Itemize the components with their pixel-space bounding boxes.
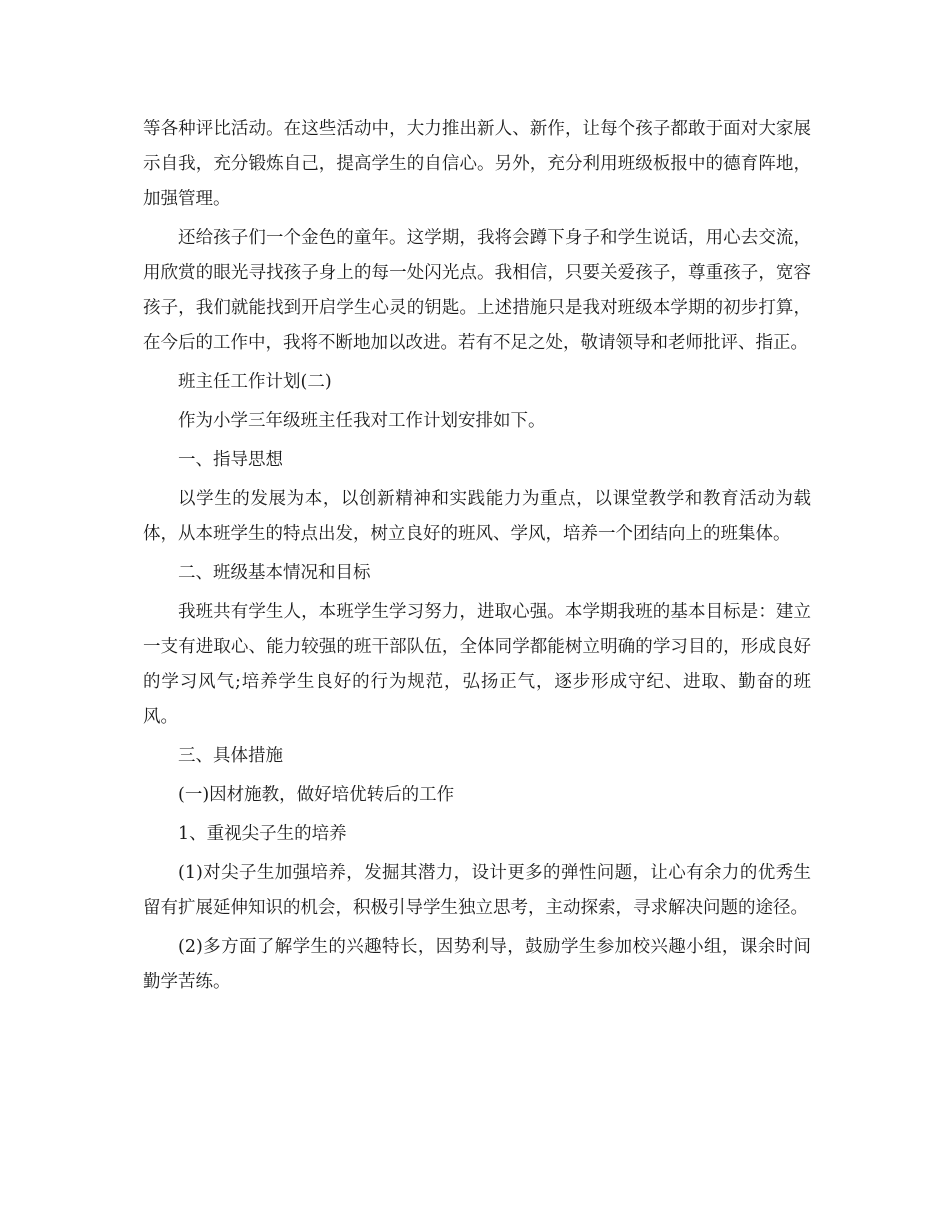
subheading-top-students: 1、重视尖子生的培养 — [178, 824, 347, 844]
paragraph-guiding-thought: 以学生的发展为本，以创新精神和实践能力为重点，以课堂教学和教育活动为载体，从本班学生的特点出发，树立良好的班风、学风，培养一个团结向上的班集体。 — [143, 489, 811, 544]
list-item-1: (1)对尖子生加强培养，发掘其潜力，设计更多的弹性问题，让心有余力的优秀生留有扩展延伸知识的机会，积极引导学生独立思考，主动探索，寻求解决问题的途径。 — [143, 863, 811, 918]
paragraph-2: 还给孩子们一个金色的童年。这学期，我将会蹲下身子和学生说话，用心去交流，用欣赏的眼光寻找孩子身上的每一处闪光点。我相信，只要关爱孩子，尊重孩子，宽容孩子，我们就能找到开启学生心灵的钥匙。上述措施只是我对班级本学期的初步打算，在今后的工作中，我将不断地加以改进。若有不足之处，敬请领导和老师批评、指正。 — [143, 228, 811, 353]
document-body — [143, 112, 811, 1000]
paragraph-class-situation: 我班共有学生人，本班学生学习努力，进取心强。本学期我班的基本目标是：建立一支有进取心、能力较强的班干部队伍，全体同学都能树立明确的学习目的，形成良好的学习风气;培养学生良好的行为规范，弘扬正气，逐步形成守纪、进取、勤奋的班风。 — [143, 602, 811, 727]
list-item-2: (2)多方面了解学生的兴趣特长，因势利导，鼓励学生参加校兴趣小组，课余时间勤学苦练。 — [143, 937, 811, 992]
paragraph-1: 等各种评比活动。在这些活动中，大力推出新人、新作，让每个孩子都敢于面对大家展示自我，充分锻炼自己，提高学生的自信心。另外，充分利用班级板报中的德育阵地，加强管理。 — [143, 119, 811, 209]
paragraph-intro: 作为小学三年级班主任我对工作计划安排如下。 — [178, 411, 546, 431]
subheading-teaching: (一)因材施教，做好培优转后的工作 — [178, 785, 455, 805]
heading-guiding-thought: 一、指导思想 — [178, 450, 283, 470]
section-title: 班主任工作计划(二) — [178, 372, 332, 392]
heading-class-situation: 二、班级基本情况和目标 — [178, 563, 371, 583]
heading-measures: 三、具体措施 — [178, 746, 283, 766]
